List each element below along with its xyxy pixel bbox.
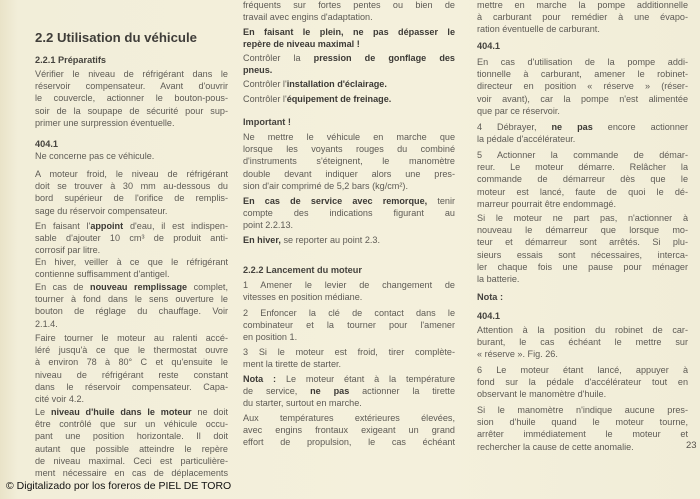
text-line: fréquents sur fortes pentes ou bien de <box>243 0 455 10</box>
text-line: ler chaque fois une pause pour ménager <box>477 261 688 272</box>
text-line: travail avec engins d'adaptation. <box>243 12 373 23</box>
text-line: ment la tirette de starter. <box>243 359 342 370</box>
bold-text: En faisant le plein, ne pas dépasser le <box>243 27 455 37</box>
text-line: Si le moteur ne part pas, n'actionner à <box>477 213 688 223</box>
paragraph <box>243 346 455 370</box>
text-line: directeur en position « réserve » (réser- <box>477 81 688 92</box>
bold-text: ne pas <box>310 386 350 397</box>
text-line: sable d'ajouter 10 cm³ de produit anti- <box>35 233 228 244</box>
text-line: combinateur et la tourner pour l'amener <box>243 320 455 331</box>
text-segment: Contrôler l' <box>243 94 287 104</box>
text-line: lorsque les voyants rouges du combiné <box>243 144 455 155</box>
text-line: bord supérieur de l'orifice de remplis- <box>35 193 228 204</box>
text-line: du starter, surtout en marche. <box>243 398 362 409</box>
text-line: être contrôlé que sur un véhicule occu- <box>35 419 228 430</box>
text-line: la pédale d'accélérateur. <box>477 134 576 145</box>
text-line <box>243 93 455 105</box>
text-line: autant que possible atteindre le repère <box>35 443 228 454</box>
text-line <box>243 64 455 76</box>
text-line: nouveau le démarreur que lorsque mo- <box>477 225 688 236</box>
text-segment: complet, <box>187 282 228 292</box>
text-line: ration éventuelle de carburant. <box>477 24 600 35</box>
section-title: 2.2 Utilisation du véhicule <box>35 30 197 45</box>
text-line <box>243 385 455 397</box>
text-segment: Le moteur étant à la température <box>276 374 455 384</box>
text-line: double devant indiquer alors une pres- <box>243 168 455 179</box>
text-line: marreur pourrait être endommagé. <box>477 198 616 209</box>
paragraph <box>477 56 688 117</box>
text-line <box>243 52 455 64</box>
text-segment: actionner la tirette <box>349 386 455 397</box>
text-line: Attention à la position du robinet de car- <box>477 325 688 335</box>
text-line: 5 Actionner la commande de démar- <box>477 150 688 160</box>
page-number: 23 <box>686 440 697 451</box>
subheading: 2.2.1 Préparatifs <box>35 55 106 65</box>
paragraph <box>35 220 228 257</box>
text-line <box>243 38 455 50</box>
text-line: d'instruments s'éteignent, le manomètre <box>243 156 455 167</box>
bold-text: En hiver, <box>243 235 281 245</box>
text-line: Si le manomètre n'indique aucune pres- <box>477 405 688 415</box>
text-line: Vérifier le niveau de réfrigérant dans le <box>35 69 228 79</box>
text-line: le couvercle, actionner le bouton-pous- <box>35 93 228 104</box>
text-line: Ne concerne pas ce véhicule. <box>35 151 155 161</box>
paragraph <box>477 121 688 145</box>
text-line: niveau de réfrigérant reste constant <box>35 369 228 380</box>
text-line: Ne mettre le véhicule en marche que <box>243 132 455 142</box>
paragraph <box>243 307 455 344</box>
subheading: Important ! <box>243 117 291 127</box>
text-line <box>35 220 228 232</box>
paragraph <box>243 93 455 105</box>
text-line: A moteur froid, le niveau de réfrigérant <box>35 169 228 179</box>
text-line <box>243 195 455 207</box>
text-line: En hiver, veiller à ce que le réfrigérant <box>35 257 228 267</box>
text-line: 6 Le moteur étant lancé, appuyer à <box>477 365 688 375</box>
text-line: en position 1. <box>243 332 298 343</box>
text-line: léré jusqu'à ce que le thermostat ouvre <box>35 345 228 356</box>
text-line: burant, le cas échéant le mettre sur <box>477 337 688 348</box>
text-line: Aux températures extérieures élevées, <box>243 413 455 423</box>
text-line: pant une position horizontale. Il doit <box>35 431 228 442</box>
paragraph <box>243 26 455 50</box>
text-line: vitesses en position médiane. <box>243 292 363 303</box>
bold-text: équipement de freinage. <box>286 94 392 104</box>
text-line <box>243 373 455 385</box>
subheading: Nota : <box>477 292 504 302</box>
text-line: la batterie. <box>477 273 520 284</box>
text-segment: ne doit <box>191 407 228 417</box>
paragraph <box>243 412 455 449</box>
paragraph <box>243 195 455 232</box>
text-line: contienne suffisamment d'antigel. <box>35 269 170 280</box>
bold-text: pression de gonflage des <box>313 53 455 63</box>
bold-text: pneus. <box>243 65 273 76</box>
bold-text: installation d'éclairage. <box>286 79 387 89</box>
text-line: En cas d'utilisation de la pompe addi- <box>477 57 688 67</box>
text-line: 3 Si le moteur est froid, tirer complète- <box>243 347 455 357</box>
text-segment: encore actionner <box>592 122 688 132</box>
subheading: 404.1 <box>477 41 500 51</box>
bold-text: ne pas <box>551 122 593 132</box>
text-segment: En cas de <box>35 282 91 292</box>
paragraph <box>243 234 455 246</box>
text-line: réservoir compensateur. Avant d'ouvrir <box>35 81 228 92</box>
bold-text: En cas de service avec remorque, <box>243 196 428 206</box>
paragraph <box>243 131 455 192</box>
text-line: doit se trouver à 30 mm au-dessous du <box>35 181 228 192</box>
text-line: à environ 78 à 80° C et qu'ensuite le <box>35 357 228 368</box>
text-segment: de service, <box>243 386 311 397</box>
text-line <box>243 78 455 90</box>
text-segment: d'eau, il est indispen- <box>123 221 228 231</box>
bold-text: repère de niveau maximal ! <box>243 39 360 50</box>
text-line: tionnelle à carburant, amener le robinet- <box>477 69 688 80</box>
text-line <box>243 26 455 38</box>
text-line: sion d'huile quand le moteur tourne, <box>477 417 688 428</box>
paragraph <box>477 0 688 36</box>
text-line: que par ce réservoir. <box>477 105 560 116</box>
bold-text: niveau d'huile dans le moteur <box>50 407 192 417</box>
text-line: avec engins frontaux exigeant un grand <box>243 425 455 436</box>
text-segment: En faisant l' <box>35 221 91 231</box>
text-segment: tenir <box>427 196 455 206</box>
text-line: Faire tourner le moteur au ralenti accé- <box>35 333 228 343</box>
text-line: rechercher la cause de cette anomalie. <box>477 441 634 452</box>
text-line: sage du réservoir compensateur. <box>35 205 168 216</box>
paragraph <box>477 364 688 401</box>
text-line: cité voir 4.2. <box>35 393 85 404</box>
text-segment: Le <box>35 407 51 417</box>
paragraph <box>243 52 455 76</box>
bold-text: appoint <box>90 221 124 231</box>
text-line: 2 Enfoncer la clé de contact dans le <box>243 308 455 318</box>
paragraph <box>477 149 688 210</box>
paragraph <box>35 150 228 162</box>
text-line: tourner à fond dans le sens ouverture le <box>35 294 228 305</box>
bold-text: nouveau remplissage <box>90 282 188 292</box>
paragraph <box>35 168 228 217</box>
text-line <box>243 234 455 246</box>
text-line: point 2.2.13. <box>243 220 294 231</box>
text-line <box>477 121 688 133</box>
text-line: mettre en marche la pompe additionnelle <box>477 0 688 10</box>
text-line: moteur est lancé, faute de quoi le dé- <box>477 186 688 197</box>
text-segment: Contrôler la <box>243 53 314 63</box>
text-line: à carburant pour remédier à une évapo- <box>477 12 688 23</box>
text-line: dans le réservoir compensateur. Capa- <box>35 381 228 392</box>
text-line: compte des indications figurant au <box>243 208 455 219</box>
text-line: voir avant), car la pompe n'est alimentée <box>477 93 688 104</box>
bold-text: Nota : <box>243 374 277 384</box>
text-segment: 4 Débrayer, <box>477 122 552 132</box>
text-line: ment nécessaire en cas de déplacements <box>35 467 228 478</box>
paragraph <box>35 332 228 405</box>
paragraph <box>477 404 688 453</box>
text-line: soir de la soupape de sécurité pour sup- <box>35 105 228 116</box>
text-line: « réserve ». Fig. 26. <box>477 349 558 360</box>
text-segment: Contrôler l' <box>243 79 287 89</box>
text-line <box>35 406 228 418</box>
paragraph <box>477 212 688 285</box>
subheading: 404.1 <box>477 311 500 321</box>
paragraph <box>243 279 455 303</box>
paragraph <box>35 281 228 330</box>
text-line: arrêter immédiatement le moteur et <box>477 429 688 440</box>
text-line: de niveau maximal. Ceci est particulière- <box>35 455 228 466</box>
paragraph <box>35 406 228 479</box>
text-line: reur. Le moteur démarre. Relâcher la <box>477 162 688 173</box>
subheading: 2.2.2 Lancement du moteur <box>243 265 362 275</box>
copyright-footer: © Digitalizado por los foreros de PIEL DE TORO <box>6 480 232 492</box>
text-line: sieurs essais sont nécessaires, interca- <box>477 249 688 260</box>
paragraph <box>243 78 455 90</box>
text-segment: se reporter au point 2.3. <box>280 235 381 245</box>
text-line <box>35 281 228 293</box>
text-line: fond sur la pédale d'accélérateur tout en <box>477 377 688 388</box>
text-line: observant le manomètre d'huile. <box>477 389 607 400</box>
paragraph <box>35 256 228 280</box>
text-line: 1 Amener le levier de changement de <box>243 280 455 290</box>
text-line: sion d'air comprimé de 5,2 bars (kg/cm²). <box>243 180 408 191</box>
subheading: 404.1 <box>35 139 58 149</box>
paragraph <box>243 0 455 23</box>
text-line: primer une surpression éventuelle. <box>35 117 175 128</box>
text-line: 2.1.4. <box>35 318 58 329</box>
text-line: commande de démarreur dès que le <box>477 174 688 185</box>
text-line: corrosif par litre. <box>35 245 101 256</box>
paragraph <box>243 373 455 410</box>
paragraph <box>477 324 688 361</box>
text-line: bouton de réglage du chauffage. Voir <box>35 306 228 317</box>
text-line: effort de propulsion, le cas échéant <box>243 437 455 448</box>
paragraph <box>35 68 228 129</box>
text-line: teur et démarreur sont arrêtés. Si plu- <box>477 237 688 248</box>
